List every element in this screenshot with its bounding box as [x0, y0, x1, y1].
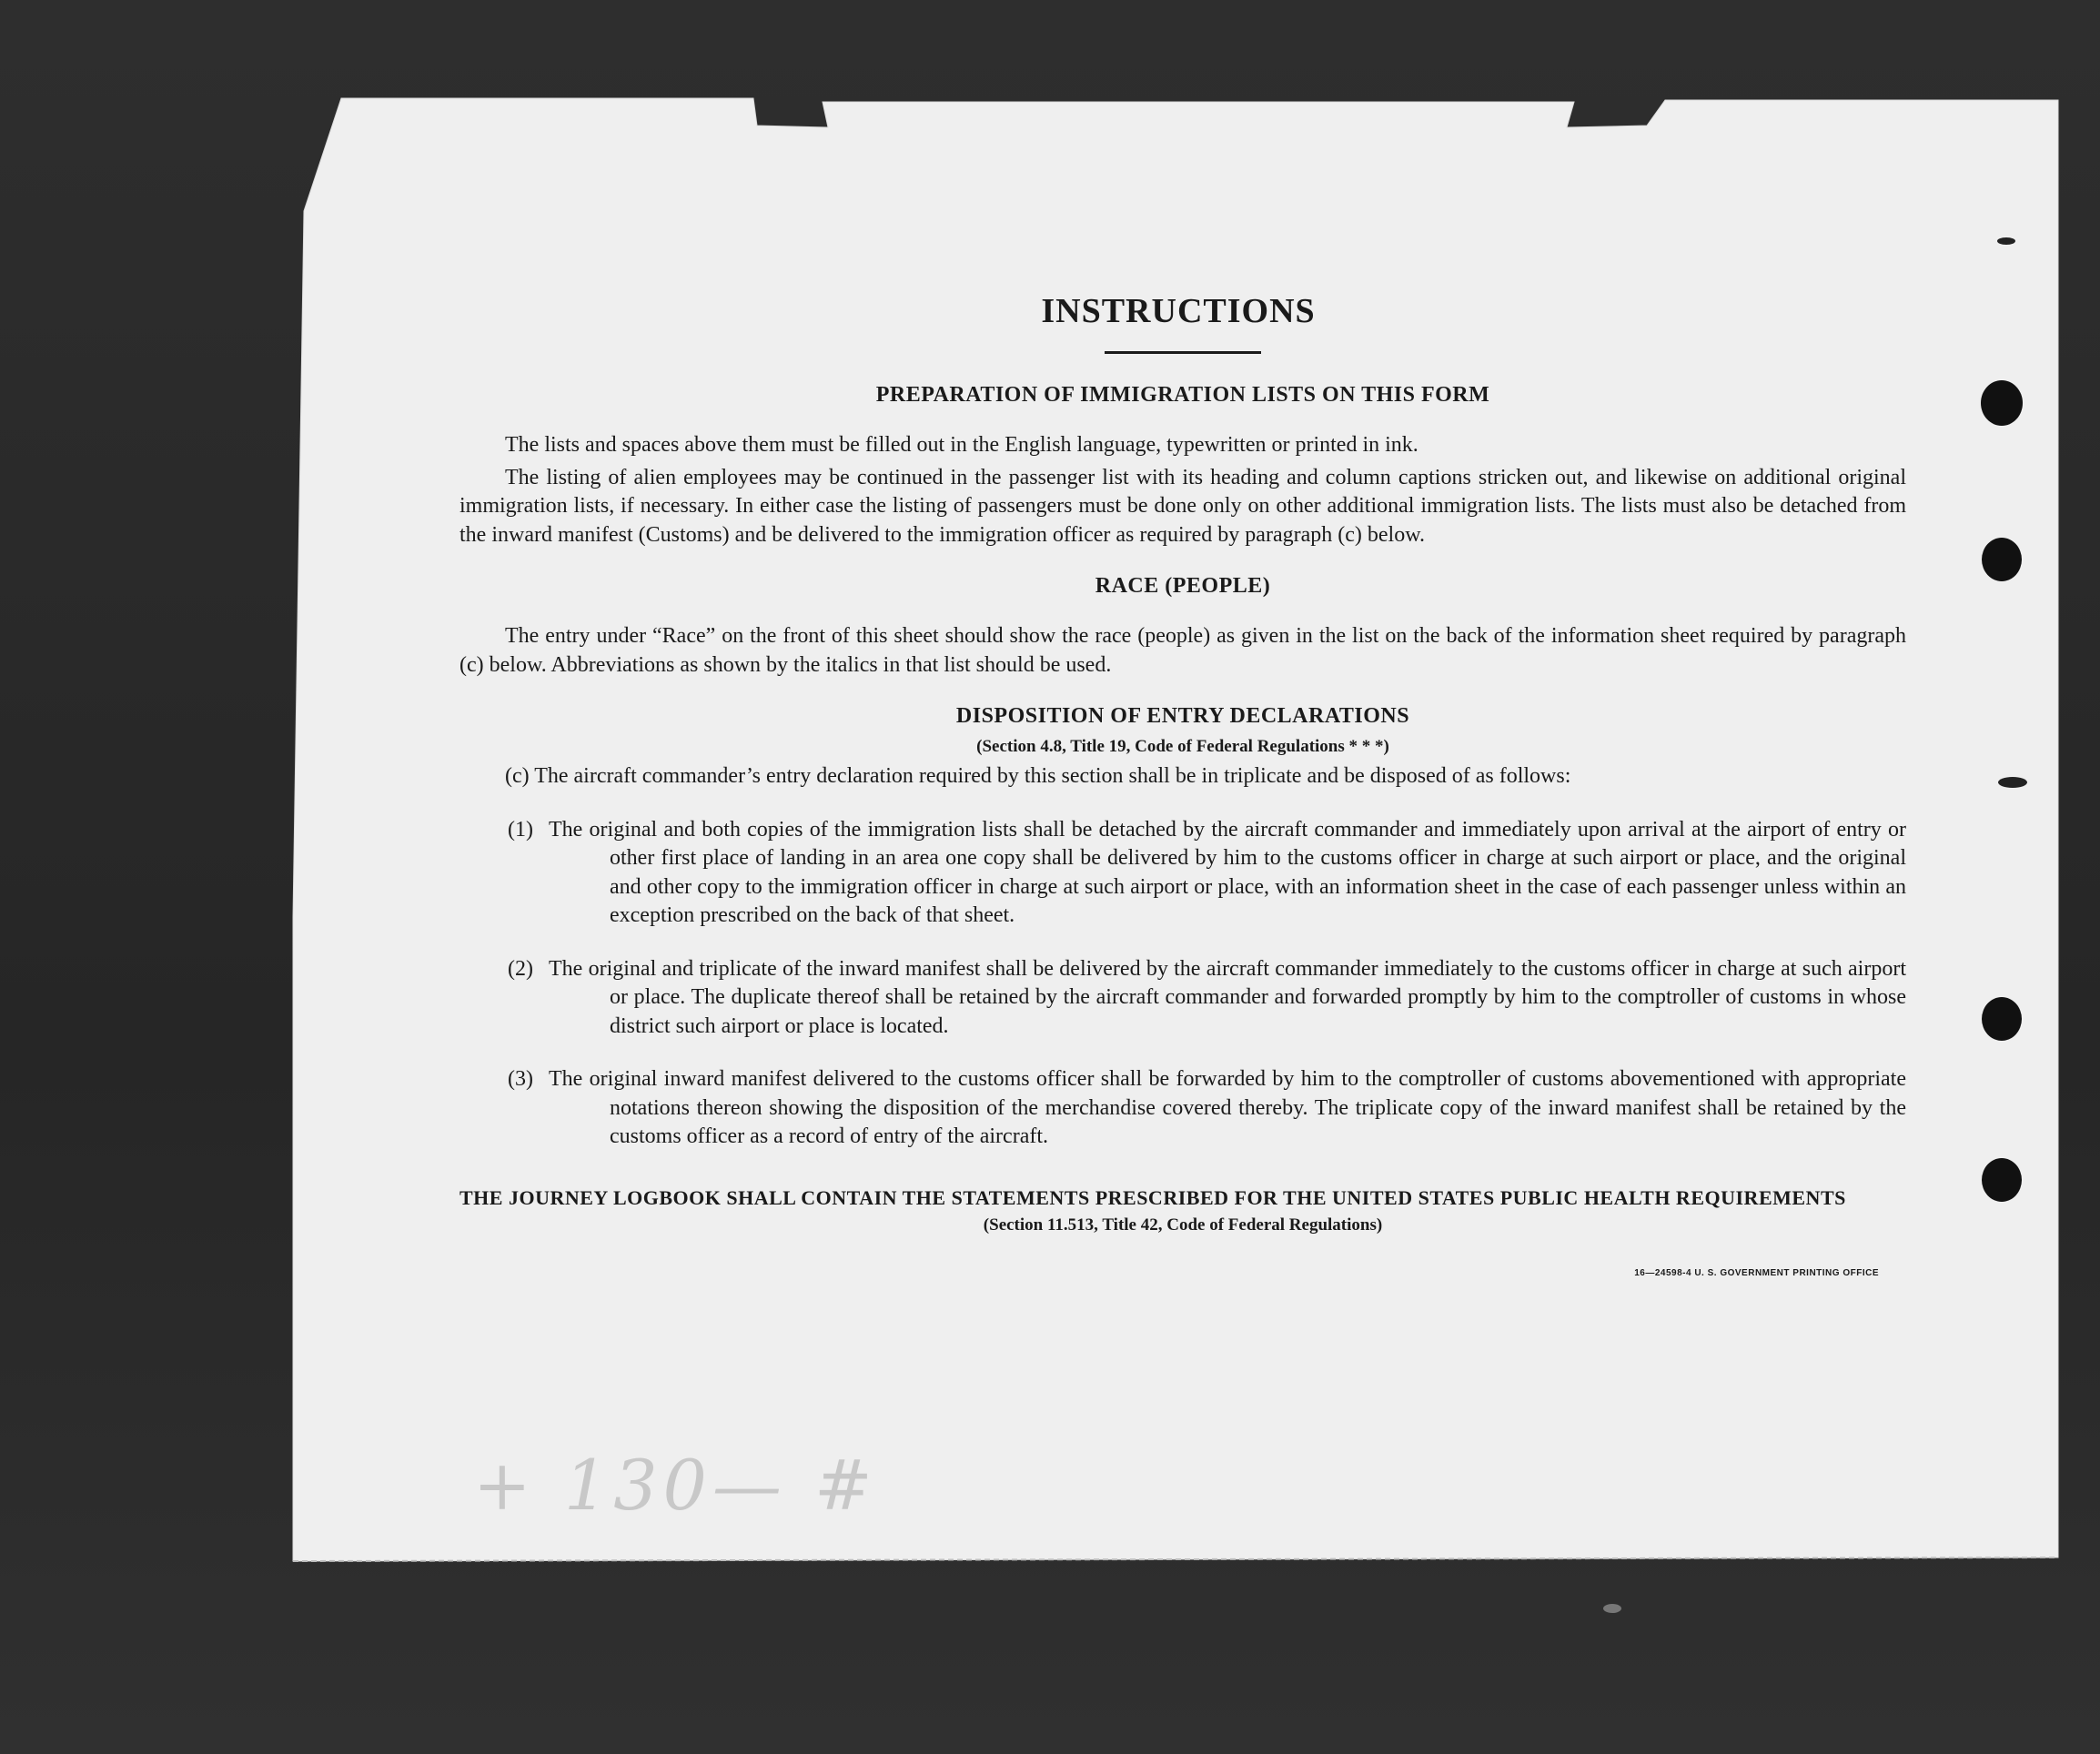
punch-hole — [1981, 380, 2023, 426]
section-heading-disposition: DISPOSITION OF ENTRY DECLARATIONS — [955, 704, 1410, 728]
public-health-statement: THE JOURNEY LOGBOOK SHALL CONTAIN THE STATEMENTS PRESCRIBED FOR THE UNITED STATES PUBLIC HEALTH REQUIREMENTS — [459, 1185, 1846, 1209]
public-health-citation: (Section 11.513, Title 42, Code of Federal Regulations) — [983, 1215, 1383, 1235]
item-number: (3) — [508, 1067, 533, 1091]
speck — [1997, 237, 2015, 245]
printing-office-code: 16—24598-4 U. S. GOVERNMENT PRINTING OFFICE — [1634, 1267, 1879, 1278]
disposition-item — [459, 1065, 1906, 1152]
preparation-paragraph-2: The listing of alien employees may be continued in the passenger list with its heading and column captions stricken out, and likewise on additional original immigration lists, if necessary. In either case the listing of passengers must be done only on other additional immigration lists. The lists must also be detached from the inward manifest (Customs) and be delivered to the immigration officer as required by paragraph (c) below. — [459, 465, 1906, 547]
instructions-content — [459, 291, 1906, 1278]
punch-hole — [1982, 1158, 2022, 1202]
title-rule — [1105, 351, 1261, 354]
punch-hole — [1982, 997, 2022, 1041]
item-number: (1) — [508, 817, 533, 842]
speck — [1998, 777, 2027, 788]
section-heading-preparation: PREPARATION OF IMMIGRATION LISTS ON THIS FORM — [875, 383, 1490, 407]
item-text: The original and triplicate of the inward manifest shall be delivered by the aircraft commander immediately to the customs officer in charge at such airport or place. The duplicate thereof shall be retained by the aircraft commander and forwarded promptly by him to the comptroller of customs in whose district such airport or place is located. — [549, 956, 1906, 1038]
disposition-item — [459, 816, 1906, 931]
disposition-intro: (c) The aircraft commander’s entry declaration required by this section shall be in triplicate and be disposed of as follows: — [505, 764, 1571, 788]
race-paragraph: The entry under “Race” on the front of this sheet should show the race (people) as given in the list on the back of the information sheet required by paragraph (c) below. Abbreviations as shown by the italics in that list should be used. — [459, 624, 1906, 677]
item-text: The original and both copies of the immigration lists shall be detached by the aircraft commander and immediately upon arrival at the airport of entry or other first place of landing in an area one copy shall be delivered by him to the customs officer in charge at such airport or place, and the original and other copy to the immigration officer in charge at such airport or place, with an information sheet in the case of each passenger unless within an exception prescribed on the back of that sheet. — [549, 817, 1906, 927]
disposition-item — [459, 955, 1906, 1042]
disposition-citation: (Section 4.8, Title 19, Code of Federal Regulations * * *) — [976, 737, 1389, 756]
page-title: INSTRUCTIONS — [1041, 292, 1316, 330]
speck — [1603, 1604, 1621, 1613]
preparation-paragraph-1: The lists and spaces above them must be filled out in the English language, typewritten or printed in ink. — [505, 433, 1419, 457]
section-heading-race: RACE (PEOPLE) — [1095, 574, 1271, 598]
handwritten-note: + 130— # — [473, 1445, 878, 1526]
item-number: (2) — [508, 956, 533, 981]
item-text: The original inward manifest delivered to the customs officer shall be forwarded by him to the comptroller of customs abovementioned with appropriate notations thereon showing the disposition of the merchandise covered thereby. The triplicate copy of the inward manifest shall be retained by the customs officer as a record of entry of the aircraft. — [549, 1067, 1906, 1148]
punch-hole — [1982, 538, 2022, 581]
